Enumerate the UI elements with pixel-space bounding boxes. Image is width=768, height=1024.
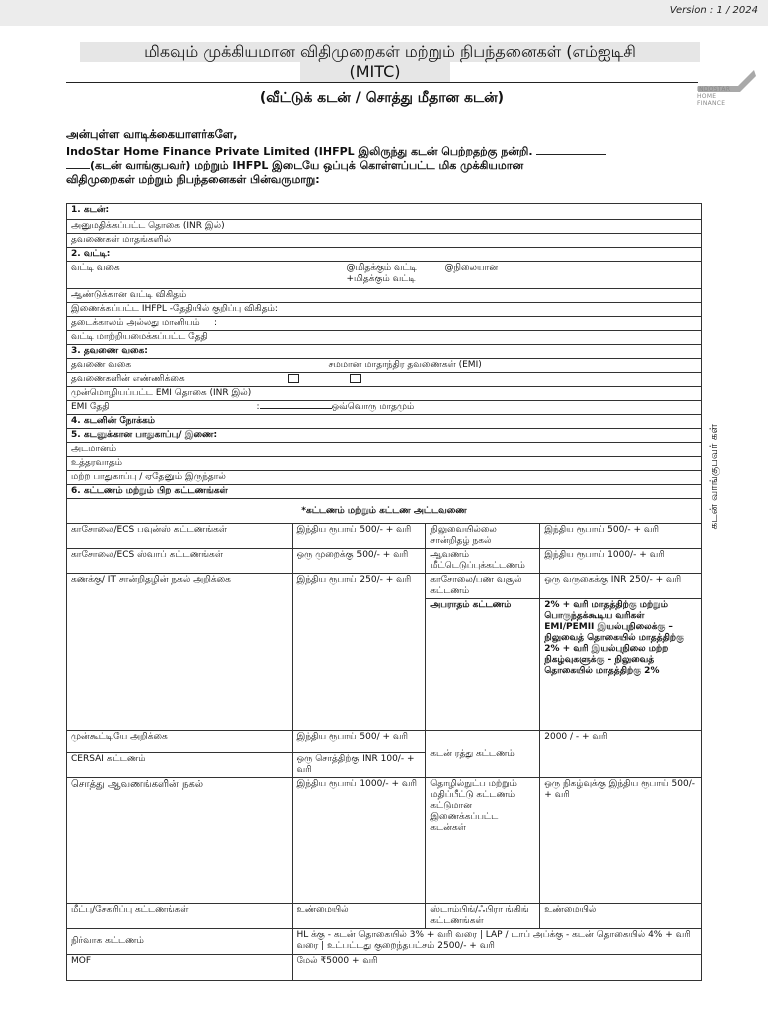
pre-emi: முன்மொழியப்பட்ட EMI தொகை (INR இல்) (67, 387, 702, 401)
fees-heading: *கட்டணம் மற்றும் கட்டண அட்டவணை (67, 499, 702, 524)
section-interest: 2. வட்டி: (67, 248, 702, 262)
table-row: முன்கூட்டியே அறிக்கை இந்திய ரூபாய் 500/ + வரி கடன் ரத்து கட்டணம் 2000 / - + வரி (67, 731, 702, 753)
table-row: கணக்கு/ IT சான்றிதழின் நகல் அறிக்கை இந்திய ரூபாய் 250/- + வரி காசோலை/பண வசூல் கட்டணம் ஒரு வருகைக்கு INR 250/- + வரி (67, 574, 702, 599)
other-security: மற்ற பாதுகாப்பு / ஏதேனும் இருந்தால் (67, 471, 702, 485)
linked-rate: இணைக்கப்பட்ட IHFPL -தேதியில் குறிப்பு விகிதம்: (67, 303, 702, 317)
table-row: சொத்து ஆவணங்களின் நகல் இந்திய ரூபாய் 1000/- + வரி தொழில்நுட்ப மற்றும் மதிப்பீட்டு கட்டணம் கட்டுமான இணைக்கப்பட்ட கடன்கள் ஒரு நிகழ்வுக்கு இந்திய ரூபாய் 500/- + வரி (67, 778, 702, 904)
mortgage: அடமானம் (67, 443, 702, 457)
title-line-1: மிகவும் முக்கியமான விதிமுறைகள் மற்றும் நிபந்தனைகள் (எம்ஐடிசி (80, 42, 700, 62)
tenure-months: தவணைகள் மாதங்களில் (67, 234, 702, 248)
section-fees: 6. கட்டணம் மற்றும் பிற கட்டணங்கள் (67, 485, 702, 499)
mof-row: MOF மேல் ₹5000 + வரி (67, 955, 702, 981)
installment-type-row: தவணை வகை சமமான மாதாந்திர தவணைகள் (EMI) (67, 359, 702, 373)
guarantee: உத்தரவாதம் (67, 457, 702, 471)
emi-date-row: EMI தேதி : ஒவ்வொரு மாதமும் (67, 401, 702, 415)
title-rule (66, 82, 698, 83)
interest-type-row: வட்டி வகை @மிதக்கும் வட்டி +மிதக்கும் வட்டி @நிலையான (67, 262, 702, 289)
section-loan: 1. கடன்: (67, 204, 702, 220)
side-label: கடன் வாங்குபவர் கள் (708, 424, 720, 530)
logo-text: INDOSTAR HOME FINANCE (697, 86, 731, 107)
document-page (0, 26, 768, 1024)
section-purpose: 4. கடனின் நோக்கம் (67, 415, 702, 429)
top-bar (0, 0, 768, 26)
title-line-2: (MITC) (300, 62, 450, 82)
section-security: 5. கடனுக்கான பாதுகாப்பு/ இணை: (67, 429, 702, 443)
reset-date: வட்டி மாற்றியமைக்கப்பட்ட தேதி (67, 331, 702, 345)
processing-fee-row: நிர்வாக கட்டணம் HL க்கு - கடன் தொகையில் 3% + வரி வரை | LAP / டாப் அப்க்கு - கடன் தொகையில் 4% + வரி வரை | உட்பட்டது குறைந்தபட்சம் 2500/- + வரி (67, 929, 702, 955)
table-row: அபராதம் கட்டணம் 2% + வரி மாதத்திற்கு மற்றும் பொருந்தக்கூடிய வரிகள் EMI/PEMII இயல்புநிலைக்கு – நிலுவைத் தொகையில் மாதத்திற்கு 2% + வரி இயல்புநிலை மற்ற நிகழ்வுகளுக்கு - நிலுவைத் தொகையில் மாதத்திற்கு 2% (67, 599, 702, 731)
table-row: மீட்பு/சேகரிப்பு கட்டணங்கள் உண்மையில் ஸ்டாம்பிங்/ஃபிரா ங்கிங் கட்டணங்கள் உண்மையில் (67, 904, 702, 929)
mitc-table (66, 203, 702, 981)
moratorium: தடைக்காலம் அல்லது மானியம் : (67, 317, 702, 331)
sanctioned-amount: அனுமதிக்கப்பட்ட தொகை (INR இல்) (67, 220, 702, 234)
annual-rate: ஆண்டுக்கான வட்டி விகிதம் (67, 289, 702, 303)
subtitle: (வீட்டுக் கடன் / சொத்து மீதான கடன்) (259, 90, 505, 106)
intro-paragraph: IndoStar Home Finance Private Limited (IHFPL இலிருந்து கடன் பெற்றதற்கு நன்றி. (கடன் வாங்குபவர்) மற்றும் IHFPL இடையே ஒப்புக் கொள்ளப்பட்ட மிக முக்கியமான விதிமுறைகள் மற்றும் நிபந்தனைகள் பின்வருமாறு: (66, 145, 626, 187)
checkbox-2[interactable] (350, 374, 361, 383)
table-row: காசோலை/ECS பவுன்ஸ் கட்டணங்கள் இந்திய ரூபாய் 500/- + வரி நிலுவையில்லை சான்றிதழ் நகல் இந்திய ரூபாய் 500/- + வரி (67, 524, 702, 549)
num-installments-row: தவணைகளின் எண்ணிக்கை (67, 373, 702, 387)
table-row: CERSAI கட்டணம் ஒரு சொத்திற்கு INR 100/- + வரி (67, 753, 702, 778)
salutation: அன்புள்ள வாடிக்கையாளர்களே, (66, 127, 238, 141)
section-installment: 3. தவணை வகை: (67, 345, 702, 359)
table-row: காசோலை/ECS ஸ்வாப் கட்டணங்கள் ஒரு முறைக்கு 500/- + வரி ஆவணம் மீட்டெடுப்புக்கட்டணம் இந்திய ரூபாய் 1000/- + வரி (67, 549, 702, 574)
version-label: Version : 1 / 2024 (669, 5, 758, 16)
checkbox-1[interactable] (288, 374, 299, 383)
